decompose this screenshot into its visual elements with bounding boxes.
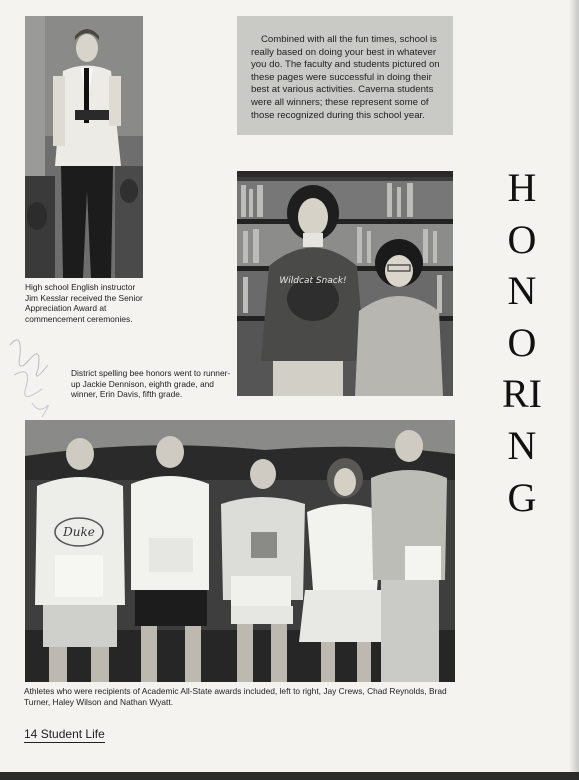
page-footer: [24, 727, 105, 743]
teacher-award-photo: [25, 16, 143, 278]
spelling-bee-photo: [237, 171, 453, 396]
athletes-caption: Athletes who were recipients of Academic All-State awards included, left to right, Jay Crews, Chad Reynolds, Brad Turner, Haley Wilson and Nathan Wyatt.: [24, 686, 447, 707]
intro-text-box: Combined with all the fun times, school is really based on doing your best in whatever you do. The faculty and students pictured on these pages were successful in doing their best at various activities. Caverna students were all winners; these represent some of those recognized during this school year.: [237, 16, 453, 135]
pencil-scribble: [2, 325, 72, 425]
sweatshirt-text: Wildcat Snack!: [279, 276, 347, 286]
section-name: Student Life: [40, 727, 105, 741]
tshirt-text: Duke: [63, 525, 95, 539]
section-title: HONORING: [502, 165, 542, 520]
teacher-caption: High school English instructor Jim Kesslar received the Senior Appreciation Award at commencement ceremonies.: [25, 282, 143, 324]
athletes-photo: [25, 420, 455, 682]
page-edge-shadow: [569, 0, 579, 780]
page-number: 14: [24, 727, 38, 741]
bottom-edge-band: [0, 772, 579, 780]
spelling-bee-caption: District spelling bee honors went to runner-up Jackie Dennison, eighth grade, and winner, Erin Davis, fifth grade.: [71, 368, 231, 400]
